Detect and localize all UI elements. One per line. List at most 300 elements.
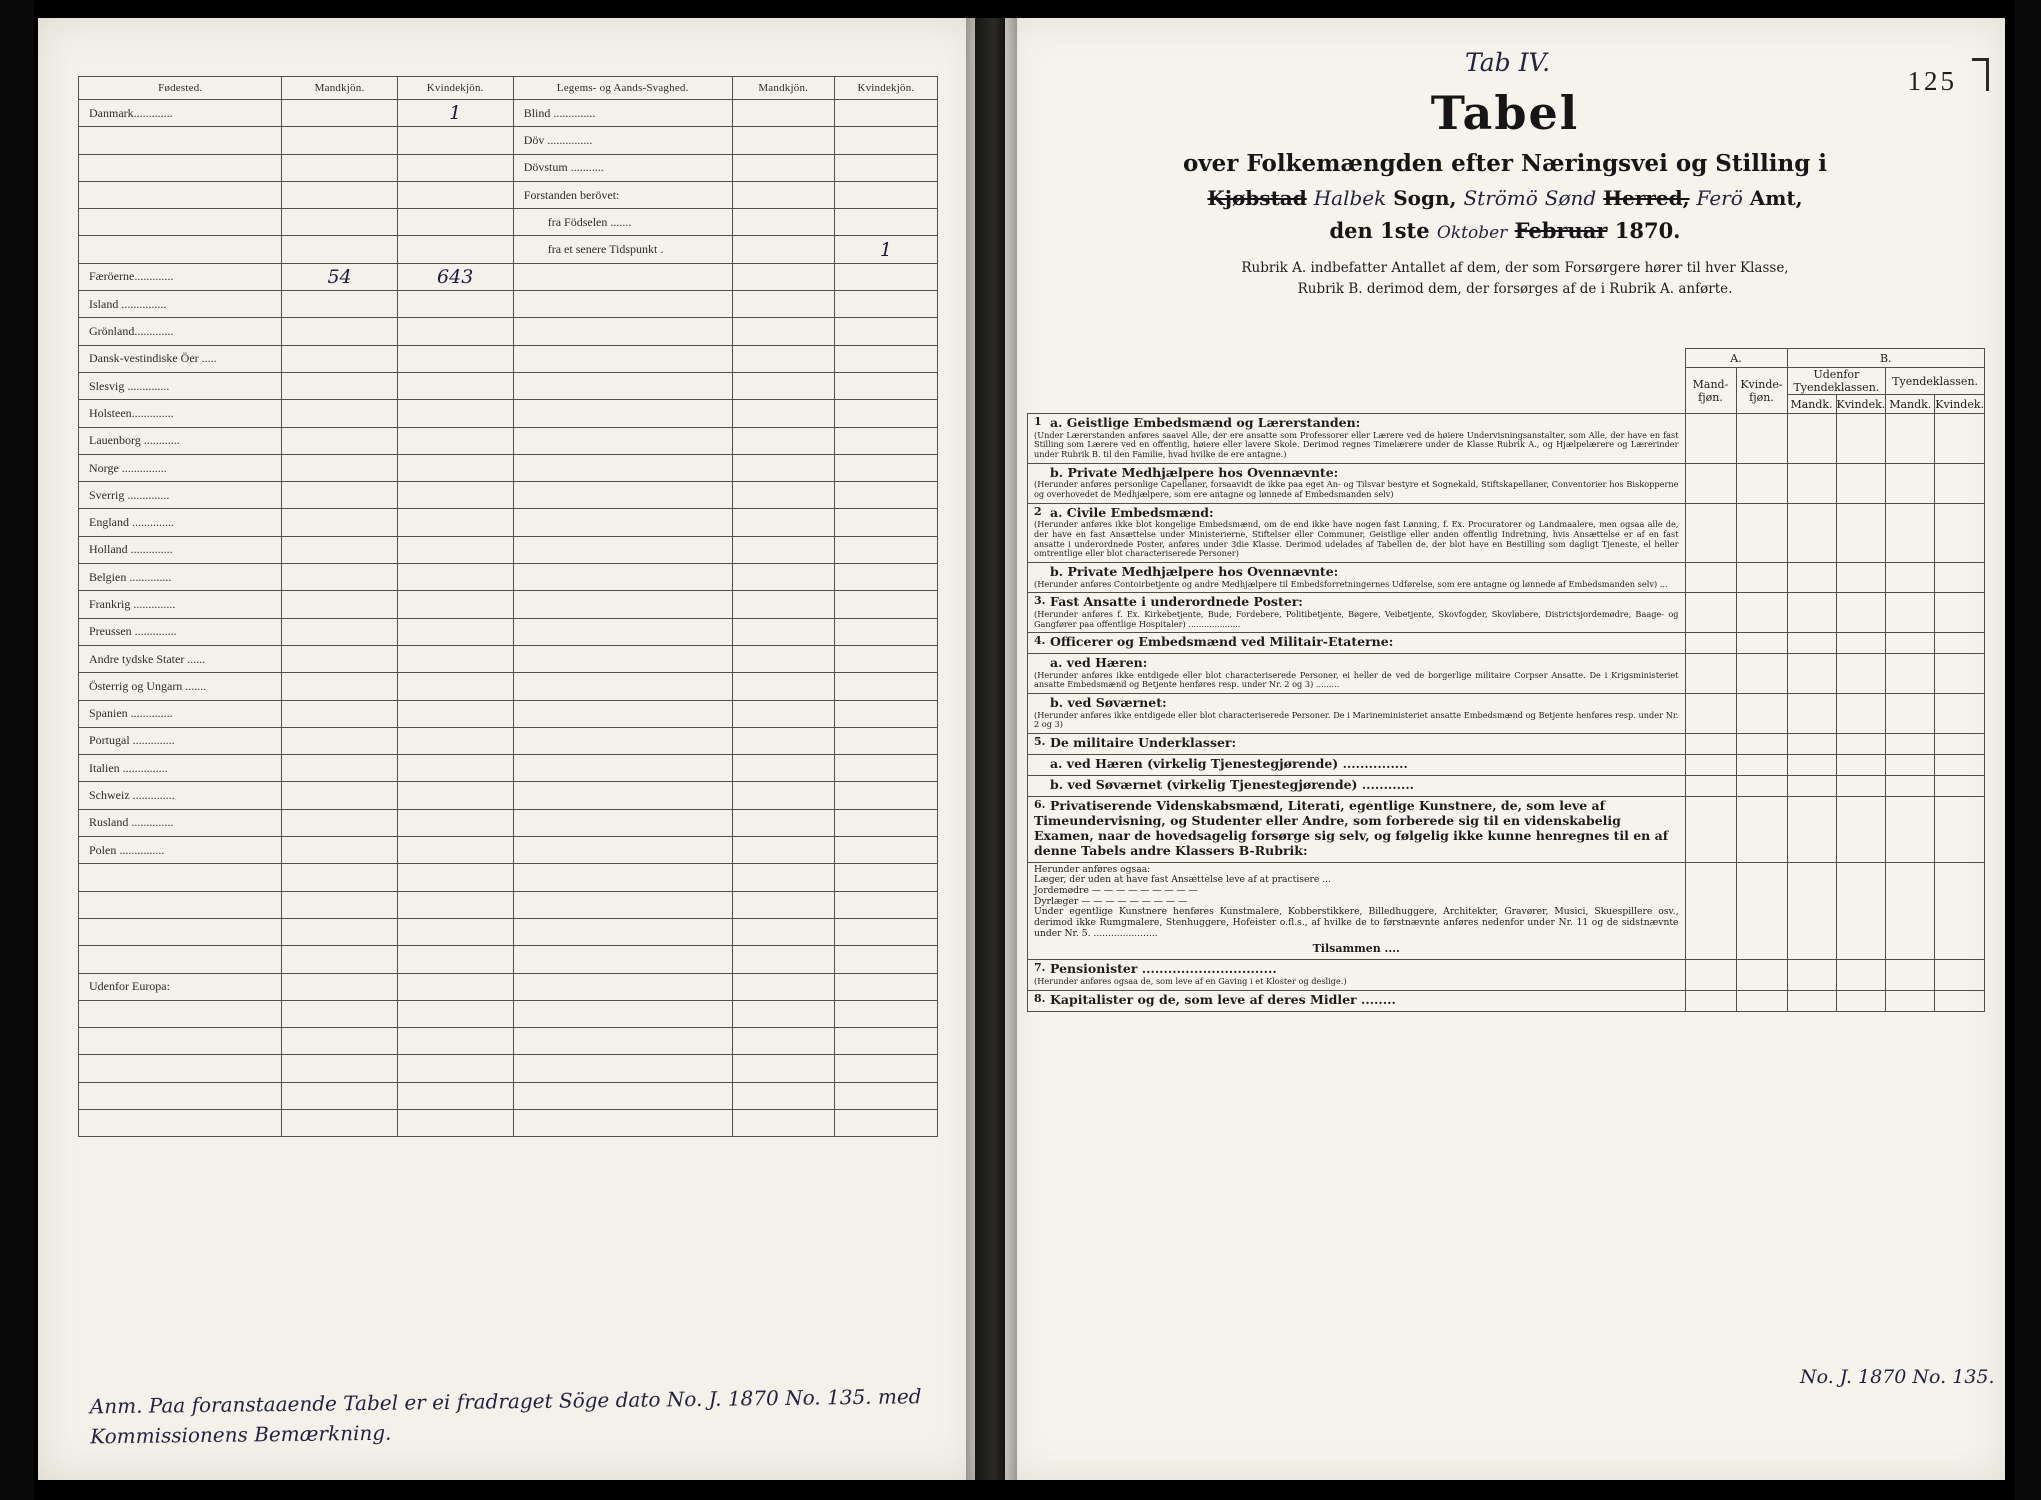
sub-value-2 (1736, 862, 1787, 960)
occupation-value-3 (1787, 562, 1836, 592)
empty-cell (513, 591, 732, 618)
birthplace-label (79, 918, 282, 945)
birthplace-label: Belgien .............. (79, 564, 282, 591)
birthplace-female-value (397, 1000, 513, 1027)
infirmity-female-value (834, 154, 937, 181)
occupation-value-5 (1886, 593, 1935, 633)
empty-cell (732, 891, 834, 918)
tail-value-3 (1787, 960, 1836, 990)
occupation-value-1 (1685, 734, 1736, 755)
birthplace-male-value (282, 1109, 397, 1136)
row-title: b. Private Medhjælpere hos Ovennævnte: (1050, 464, 1339, 480)
occupation-value-4 (1836, 775, 1886, 796)
birthplace-male-value (282, 127, 397, 154)
occupation-value-3 (1787, 694, 1836, 734)
empty-cell (513, 345, 732, 372)
occupation-value-5 (1886, 633, 1935, 654)
sum-label: Tilsammen .... (1312, 942, 1400, 956)
occupation-label-cell (1028, 414, 1686, 464)
occupation-value-5 (1886, 796, 1935, 862)
group-b: B. (1787, 349, 1985, 368)
empty-cell (513, 454, 732, 481)
empty-cell (513, 673, 732, 700)
occupation-value-4 (1836, 654, 1886, 694)
empty-cell (834, 891, 937, 918)
empty-cell (834, 591, 937, 618)
infirmity-label: fra Födselen ....... (513, 209, 732, 236)
empty-cell (834, 427, 937, 454)
table-row (79, 564, 938, 591)
occupation-row (1028, 593, 1985, 633)
birthplace-female-value (397, 209, 513, 236)
empty-cell (513, 482, 732, 509)
empty-cell (834, 564, 937, 591)
tail-value-6 (1935, 960, 1985, 990)
birthplace-female-value (397, 618, 513, 645)
occupation-value-1 (1685, 654, 1736, 694)
birthplace-male-value (282, 564, 397, 591)
hand-stromo: Strömö (1463, 186, 1538, 210)
table-row (79, 837, 938, 864)
occupation-value-1 (1685, 796, 1736, 862)
birthplace-male-value (282, 891, 397, 918)
row-title: Fast Ansatte i underordnede Poster: (1050, 594, 1303, 610)
row-title: Officerer og Embedsmænd ved Militair-Etaterne: (1050, 634, 1394, 650)
col-a-male: Mand-fjøn. (1685, 368, 1736, 414)
birthplace-female-value (397, 727, 513, 754)
birthplace-female-value (397, 127, 513, 154)
birthplace-female-value (397, 809, 513, 836)
birthplace-label: Rusland .............. (79, 809, 282, 836)
empty-cell (834, 645, 937, 672)
occupation-value-6 (1935, 796, 1985, 862)
empty-cell (732, 318, 834, 345)
sub-value-1 (1685, 862, 1736, 960)
occupation-value-2 (1736, 414, 1787, 464)
row-note: (Herunder anføres ikke entdigede eller blot characteriserede Personer, ei heller de ved de borgerlige militaire Corpser Ansatte. De i Krigsministeriet ansatte Embedsmænd og Betjente henføres resp. under Nr. 2 og 3) ......... (1034, 669, 1679, 690)
occupation-label-cell (1028, 654, 1686, 694)
birthplace-female-value (397, 509, 513, 536)
tail-value-1 (1685, 990, 1736, 1011)
occupation-value-2 (1736, 775, 1787, 796)
birthplace-female-value (397, 1109, 513, 1136)
birthplace-female-value (397, 645, 513, 672)
occupation-value-4 (1836, 734, 1886, 755)
occupation-value-1 (1685, 633, 1736, 654)
empty-cell (834, 809, 937, 836)
tail-value-2 (1736, 960, 1787, 990)
birthplace-male-value (282, 918, 397, 945)
occupation-value-1 (1685, 754, 1736, 775)
occupation-value-5 (1886, 694, 1935, 734)
birthplace-label: Andre tydske Stater ...... (79, 645, 282, 672)
occupation-value-6 (1935, 654, 1985, 694)
table-row (79, 400, 938, 427)
empty-cell (732, 864, 834, 891)
occupation-label-cell (1028, 960, 1686, 990)
empty-cell (834, 727, 937, 754)
birthplace-female-value (397, 236, 513, 263)
row-index: 2 (1034, 504, 1042, 518)
empty-cell (732, 291, 834, 318)
col-b1: Mandk. (1787, 395, 1836, 414)
occupation-label-cell (1028, 775, 1686, 796)
empty-cell (732, 454, 834, 481)
struck-kjobstad: Kjøbstad (1207, 186, 1307, 210)
birthplace-male-value (282, 100, 397, 127)
occupation-label-cell (1028, 694, 1686, 734)
table-row (79, 236, 938, 263)
page-number: 125 (1907, 66, 1957, 96)
birthplace-label: England .............. (79, 509, 282, 536)
table-row (79, 209, 938, 236)
table-row (79, 318, 938, 345)
page-subtitle: over Folkemængden efter Næringsvei og Stilling i (1182, 150, 1828, 177)
occupation-value-5 (1886, 414, 1935, 464)
empty-cell (732, 946, 834, 973)
occupation-value-6 (1935, 633, 1985, 654)
empty-cell (732, 755, 834, 782)
occupation-row (1028, 633, 1985, 654)
occupation-value-5 (1886, 654, 1935, 694)
occupation-label-cell (1028, 562, 1686, 592)
empty-cell (732, 1082, 834, 1109)
occupation-value-3 (1787, 633, 1836, 654)
birthplace-female-value: 643 (397, 263, 513, 290)
empty-cell (732, 509, 834, 536)
hand-month: Oktober (1436, 223, 1508, 243)
birthplace-male-value (282, 837, 397, 864)
row-title: De militaire Underklasser: (1050, 735, 1237, 750)
birthplace-label: Preussen .............. (79, 618, 282, 645)
birthplace-female-value (397, 372, 513, 399)
birthplace-female-value (397, 673, 513, 700)
empty-cell (513, 564, 732, 591)
date-year: 1870. (1614, 218, 1681, 243)
occupation-value-5 (1886, 754, 1935, 775)
birthplace-male-value (282, 1055, 397, 1082)
infirmity-label: fra et senere Tidspunkt . (513, 236, 732, 263)
empty-cell (834, 700, 937, 727)
table-row (79, 673, 938, 700)
table-row (79, 809, 938, 836)
birthplace-male-value (282, 454, 397, 481)
empty-cell (834, 536, 937, 563)
table-row (79, 100, 938, 127)
place-line (1125, 186, 1885, 210)
empty-cell (732, 782, 834, 809)
empty-cell (732, 837, 834, 864)
empty-cell (732, 1109, 834, 1136)
rubric-a-text: Rubrik A. indbefatter Antallet af dem, der som Forsørgere hører til hver Klasse, (1241, 260, 1789, 276)
birthplace-female-value (397, 946, 513, 973)
occupation-row (1028, 503, 1985, 562)
empty-cell (732, 427, 834, 454)
birthplace-label (79, 1082, 282, 1109)
tail-value-6 (1935, 990, 1985, 1011)
row-title: b. ved Søværnet (virkelig Tjenestegjørende) ............ (1050, 776, 1415, 792)
row-index: 8. (1034, 991, 1046, 1005)
birthplace-female-value (397, 591, 513, 618)
table-row (79, 127, 938, 154)
occupation-value-3 (1787, 734, 1836, 755)
occupation-value-6 (1935, 562, 1985, 592)
group-header-row (1028, 349, 1985, 368)
birthplace-label: Frankrig .............. (79, 591, 282, 618)
empty-cell (834, 973, 937, 1000)
row-title: a. ved Hæren (virkelig Tjenestegjørende) ............... (1050, 755, 1408, 771)
table-row (79, 973, 938, 1000)
occupation-row (1028, 463, 1985, 503)
empty-cell (834, 864, 937, 891)
empty-cell (513, 509, 732, 536)
infirmity-label: Döv ............... (513, 127, 732, 154)
occupation-value-3 (1787, 754, 1836, 775)
birthplace-male-value (282, 809, 397, 836)
birthplace-label (79, 1109, 282, 1136)
empty-cell (732, 727, 834, 754)
date-line (1125, 218, 1885, 243)
occupation-value-6 (1935, 754, 1985, 775)
empty-cell (513, 918, 732, 945)
empty-cell (513, 1055, 732, 1082)
birthplace-male-value (282, 727, 397, 754)
occupation-value-6 (1935, 414, 1985, 464)
left-page-footer-note: Anm. Paa foranstaaende Tabel er ei fradraget Söge dato No. J. 1870 No. 135. med Kommissionens Bemærkning. (89, 1384, 922, 1449)
empty-cell (513, 400, 732, 427)
empty-cell (834, 673, 937, 700)
birthplace-female-value (397, 181, 513, 208)
table-row (79, 454, 938, 481)
tail-value-3 (1787, 990, 1836, 1011)
empty-cell (834, 454, 937, 481)
table-row (79, 345, 938, 372)
infirmity-female-value (834, 100, 937, 127)
row-index: 1 (1034, 415, 1042, 428)
occupation-value-2 (1736, 562, 1787, 592)
birthplace-label: Norge ............... (79, 454, 282, 481)
row-title: Pensionister ............................... (1050, 961, 1277, 977)
tail-value-5 (1886, 990, 1935, 1011)
occupation-table (1027, 348, 1985, 1012)
table-row (79, 864, 938, 891)
birthplace-female-value (397, 345, 513, 372)
empty-cell (834, 782, 937, 809)
occupation-row (1028, 414, 1985, 464)
occupation-label-cell (1028, 796, 1686, 862)
birthplace-label: Slesvig .............. (79, 372, 282, 399)
right-page (1005, 18, 2005, 1480)
infirmity-female-value: 1 (834, 236, 937, 263)
birthplace-male-value: 54 (282, 263, 397, 290)
occupation-value-2 (1736, 734, 1787, 755)
left-table-header-row (79, 77, 938, 100)
occupation-value-5 (1886, 734, 1935, 755)
occupation-value-4 (1836, 503, 1886, 562)
birthplace-label (79, 891, 282, 918)
infirmity-male-value (732, 181, 834, 208)
birthplace-male-value (282, 209, 397, 236)
birthplace-label (79, 127, 282, 154)
table-row (79, 727, 938, 754)
birthplace-male-value (282, 591, 397, 618)
birthplace-label: Schweiz .............. (79, 782, 282, 809)
table-row (79, 372, 938, 399)
infirmity-label: Blind .............. (513, 100, 732, 127)
birthplace-label: Spanien .............. (79, 700, 282, 727)
sub-item: Under egentlige Kunstnere henføres Kunstmalere, Kobberstikkere, Billedhuggere, Architekter, Gravører, Musici, Skuespillere osv., derimod ikke Rumgmalere, Stenhuggere, Hofeister o.fl.s., af hvilke de to førstnævnte anføres nedenfor under Nr. 11 og de sidstnævnte under Nr. 5. ...................... (1034, 906, 1679, 939)
empty-cell (732, 263, 834, 290)
birthplace-female-value: 1 (397, 100, 513, 127)
birthplace-label: Österrig og Ungarn ....... (79, 673, 282, 700)
occupation-label-cell (1028, 503, 1686, 562)
infirmity-female-value (834, 127, 937, 154)
col-female-2: Kvindekjön. (834, 77, 937, 100)
empty-cell (732, 973, 834, 1000)
birthplace-male-value (282, 946, 397, 973)
row-index: 4. (1034, 634, 1046, 648)
occupation-value-3 (1787, 593, 1836, 633)
occupation-label-cell (1028, 754, 1686, 775)
birthplace-female-value (397, 918, 513, 945)
birthplace-label: Danmark............. (79, 100, 282, 127)
birthplace-label (79, 946, 282, 973)
row-index: 7. (1034, 961, 1046, 975)
left-dark-edge (0, 0, 34, 1500)
birthplace-label (79, 864, 282, 891)
date-prefix: den 1ste (1329, 218, 1430, 243)
table-row (79, 645, 938, 672)
occupation-value-4 (1836, 754, 1886, 775)
col-b4: Kvindek. (1935, 395, 1985, 414)
birthplace-female-value (397, 291, 513, 318)
left-table (78, 76, 938, 1137)
sub-items-row (1028, 862, 1985, 960)
empty-cell (513, 1109, 732, 1136)
birthplace-label (79, 1028, 282, 1055)
infirmity-female-value (834, 181, 937, 208)
birthplace-female-value (397, 700, 513, 727)
right-dark-edge (2015, 0, 2041, 1500)
birthplace-female-value (397, 454, 513, 481)
occupation-value-4 (1836, 593, 1886, 633)
occupation-value-2 (1736, 593, 1787, 633)
tail-value-4 (1836, 960, 1886, 990)
occupation-value-3 (1787, 463, 1836, 503)
empty-cell (513, 318, 732, 345)
birthplace-label (79, 1055, 282, 1082)
empty-cell (513, 645, 732, 672)
tail-value-2 (1736, 990, 1787, 1011)
empty-cell (513, 891, 732, 918)
occupation-value-4 (1836, 796, 1886, 862)
empty-cell (732, 1000, 834, 1027)
birthplace-male-value (282, 782, 397, 809)
infirmity-label: Forstanden berövet: (513, 181, 732, 208)
col-a-female: Kvinde-fjøn. (1736, 368, 1787, 414)
occupation-value-2 (1736, 796, 1787, 862)
occupation-value-3 (1787, 775, 1836, 796)
birthplace-label: Dansk-vestindiske Öer ..... (79, 345, 282, 372)
empty-cell (513, 263, 732, 290)
birthplace-female-value (397, 536, 513, 563)
birthplace-label: Sverrig .............. (79, 482, 282, 509)
occupation-value-6 (1935, 775, 1985, 796)
tab-number-handwritten: Tab IV. (1465, 48, 1551, 77)
rubric-b-text: Rubrik B. derimod dem, der forsørges af de i Rubrik A. anførte. (1297, 280, 1733, 297)
table-row (79, 263, 938, 290)
empty-cell (732, 645, 834, 672)
occupation-row (1028, 694, 1985, 734)
hand-sond: Sønd (1544, 186, 1597, 210)
empty-cell (834, 400, 937, 427)
occupation-value-1 (1685, 775, 1736, 796)
occupation-value-3 (1787, 503, 1836, 562)
birthplace-male-value (282, 236, 397, 263)
word-sogn: Sogn, (1393, 186, 1457, 210)
occupation-value-2 (1736, 654, 1787, 694)
empty-cell (732, 591, 834, 618)
table-row (79, 291, 938, 318)
table-row (79, 891, 938, 918)
table-row (79, 1109, 938, 1136)
occupation-value-2 (1736, 694, 1787, 734)
birthplace-male-value (282, 618, 397, 645)
table-row (79, 482, 938, 509)
occupation-value-2 (1736, 503, 1787, 562)
empty-cell (732, 482, 834, 509)
empty-cell (834, 291, 937, 318)
empty-cell (513, 536, 732, 563)
birthplace-label: Færöerne............. (79, 263, 282, 290)
birthplace-female-value (397, 427, 513, 454)
empty-cell (732, 618, 834, 645)
left-page (38, 18, 978, 1480)
infirmity-male-value (732, 100, 834, 127)
birthplace-label: Holsteen.............. (79, 400, 282, 427)
sub-value-4 (1836, 862, 1886, 960)
table-row (79, 918, 938, 945)
birthplace-female-value (397, 864, 513, 891)
empty-cell (513, 755, 732, 782)
hand-parish: Halbek (1313, 186, 1387, 210)
infirmity-male-value (732, 236, 834, 263)
empty-cell (732, 700, 834, 727)
birthplace-female-value (397, 1028, 513, 1055)
table-row (79, 154, 938, 181)
occupation-row (1028, 960, 1985, 990)
empty-cell (834, 1000, 937, 1027)
birthplace-male-value (282, 345, 397, 372)
empty-cell (513, 864, 732, 891)
col-infirmity: Legems- og Aands-Svaghed. (513, 77, 732, 100)
occupation-label-cell (1028, 734, 1686, 755)
row-index: 5. (1034, 735, 1046, 748)
birthplace-female-value (397, 318, 513, 345)
empty-cell (732, 809, 834, 836)
infirmity-male-value (732, 127, 834, 154)
right-page-hand-reference: No. J. 1870 No. 135. (1800, 1366, 1995, 1388)
hand-fero: Ferö (1696, 186, 1743, 210)
table-row (79, 509, 938, 536)
row-title: a. Civile Embedsmænd: (1050, 504, 1214, 520)
occupation-value-4 (1836, 694, 1886, 734)
occupation-value-2 (1736, 633, 1787, 654)
empty-cell (732, 372, 834, 399)
row-index: 6. (1034, 797, 1046, 811)
tail-value-4 (1836, 990, 1886, 1011)
col-birthplace: Fødested. (79, 77, 282, 100)
